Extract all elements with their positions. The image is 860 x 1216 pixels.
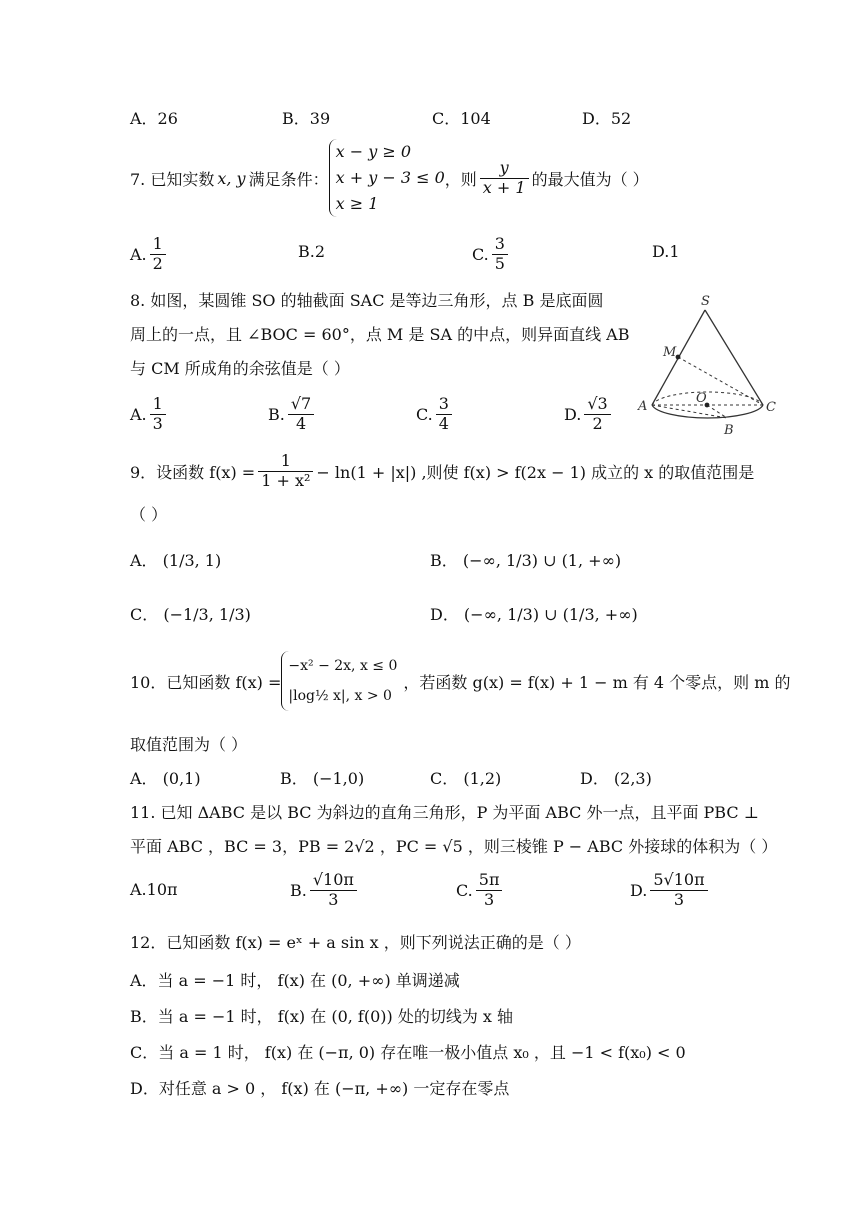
q7-stem-d: 的最大值为（ ） [531,169,649,189]
q10-option-d: D． (2,3) [580,769,652,788]
q11-option-d-num: 5√10π [650,871,707,890]
q7-constraint-system [329,139,445,217]
q7-option-a-num: 1 [150,235,166,254]
q8-option-a [130,390,169,438]
q8-option-c [416,390,455,438]
q9-stem-a: 9．设函数 f(x) = [130,462,256,482]
q7-option-a-frac [150,235,166,273]
q8-option-c-den: 4 [438,413,449,433]
q12-option-c: C．当 a = 1 时， f(x) 在 (−π, 0) 存在唯一极小值点 x₀ ，且 −1 < f(x₀) < 0 [130,1043,686,1062]
q12-stem: 12．已知函数 f(x) = eˣ + a sin x ，则下列说法正确的是（ ） [130,933,581,952]
q9-stem-b: − ln(1 + |x|) ,则使 f(x) > f(2x − 1) 成立的 x 的取值范围是 [316,462,755,482]
label-b: B [724,423,734,438]
q8-option-a-den: 3 [152,413,163,433]
q8-option-c-frac [436,395,452,433]
segment-cm [678,357,763,405]
q9-option-d: D． (−∞, 1/3) ∪ (1/3, +∞) [430,605,638,624]
q7-fraction [480,159,529,197]
q8-option-a-num: 1 [150,395,166,414]
q9-stem [130,446,754,496]
q10-option-b: B． (−1,0) [280,769,365,788]
q7-frac-num: y [480,159,529,178]
label-s: S [701,294,710,309]
q11-option-d-label: D. [630,880,648,900]
q8-option-d-frac [584,395,610,433]
q10-stem [130,644,791,718]
q11-option-c-den: 3 [484,889,495,909]
q11-option-d-den: 3 [673,889,685,909]
q7-option-c-num: 3 [492,235,508,254]
q9-frac-num: 1 [258,452,313,471]
q8-option-b [268,390,317,438]
q8-option-d-num: √3 [584,395,610,414]
q11-option-b-label: B. [290,880,307,900]
label-m: M [663,345,677,360]
q7-option-c [472,232,511,276]
q9-option-a: A． (1/3, 1) [130,551,222,570]
q8-option-b-num: √7 [288,395,314,414]
q11-line-1: 11. 已知 ΔABC 是以 BC 为斜边的直角三角形，P 为平面 ABC 外一点，且平面 PBC ⊥ [130,803,759,822]
label-a: A [638,399,648,414]
q8-option-b-frac [288,395,314,433]
q11-option-d-frac [650,871,707,909]
q11-option-c-label: C. [456,880,473,900]
q7-option-b: B.2 [298,242,326,261]
label-o: O [696,391,707,406]
q11-option-d [630,866,711,914]
q11-option-b-frac [310,871,357,909]
q10-stem-c: 取值范围为（ ） [130,735,248,754]
q8-option-d [564,390,614,438]
q10-piece-1: −x² − 2x, x ≤ 0 [288,658,398,674]
q7-stem-a: 7. 已知实数 [130,169,215,189]
q9-fraction [258,452,313,490]
q6-option-a: A．26 [130,109,178,128]
q10-stem-a: 10．已知函数 f(x) = [130,672,282,692]
q7-option-a-label: A. [130,244,147,264]
q11-option-b [290,866,360,914]
q11-option-b-num: √10π [310,871,357,890]
q11-line-2: 平面 ABC ，BC = 3，PB = 2√2 ，PC = √5 ，则三棱锥 P − ABC 外接球的体积为（ ） [130,837,778,856]
q11-option-c-num: 5π [476,871,503,890]
point-m [676,355,681,360]
q7-frac-den: x + 1 [482,177,526,197]
q6-option-d: D．52 [582,109,632,128]
q7-option-c-frac [492,235,508,273]
q7-vars: x, y [217,168,246,188]
q8-line-3: 与 CM 所成角的余弦值是（ ） [130,359,350,378]
q11-option-c-frac [476,871,503,909]
q10-option-c: C． (1,2) [430,769,502,788]
q7-option-c-den: 5 [494,253,505,273]
q11-option-b-den: 3 [328,889,339,909]
q10-option-a: A． (0,1) [130,769,201,788]
q8-option-c-num: 3 [436,395,452,414]
segment-ab [652,405,727,418]
q9-option-b: B． (−∞, 1/3) ∪ (1, +∞) [430,551,622,570]
segment-ob [707,405,727,418]
q9-answer-paren: （ ） [130,505,168,524]
q8-option-d-den: 2 [592,413,603,433]
q10-stem-b: ，若函数 g(x) = f(x) + 1 − m 有 4 个零点，则 m 的 [403,672,791,692]
q10-piecewise [281,651,397,711]
q12-option-a: A．当 a = −1 时， f(x) 在 (0, +∞) 单调递减 [130,971,460,990]
q11-option-a: A.10π [130,880,178,899]
q7-constraint-2: x + y − 3 ≤ 0 [335,168,445,187]
cone-edge-sc [705,310,763,405]
q12-option-b: B．当 a = −1 时， f(x) 在 (0, f(0)) 处的切线为 x 轴 [130,1007,514,1026]
q8-line-2: 周上的一点，且 ∠BOC = 60°，点 M 是 SA 的中点，则异面直线 AB [130,325,630,344]
q8-option-b-label: B. [268,404,285,424]
q10-piece-2: |log½ x|, x > 0 [288,688,392,704]
q7-option-a [130,232,169,276]
cone-figure [630,290,790,440]
q7-option-d: D.1 [652,242,680,261]
q7-stem-b: 满足条件： [248,169,329,189]
q11-option-c [456,866,505,914]
q8-line-1: 8. 如图，某圆锥 SO 的轴截面 SAC 是等边三角形，点 B 是底面圆 [130,291,604,310]
q9-frac-den: 1 + x² [261,470,311,490]
q8-option-c-label: C. [416,404,433,424]
q7-constraint-1: x − y ≥ 0 [335,142,412,161]
q7-constraint-3: x ≥ 1 [335,194,379,213]
q9-option-c: C． (−1/3, 1/3) [130,605,251,624]
q6-option-c: C．104 [432,109,491,128]
q7-stem-c: ，则 [444,169,477,189]
q8-option-a-frac [150,395,166,433]
q12-option-d: D．对任意 a > 0 ， f(x) 在 (−π, +∞) 一定存在零点 [130,1079,510,1098]
q7-stem [130,138,649,218]
q8-option-b-den: 4 [295,413,307,433]
q8-option-d-label: D. [564,404,582,424]
q8-option-a-label: A. [130,404,147,424]
q7-option-c-label: C. [472,244,489,264]
q6-option-b: B．39 [282,109,331,128]
q7-option-a-den: 2 [152,253,163,273]
label-c: C [766,400,776,415]
